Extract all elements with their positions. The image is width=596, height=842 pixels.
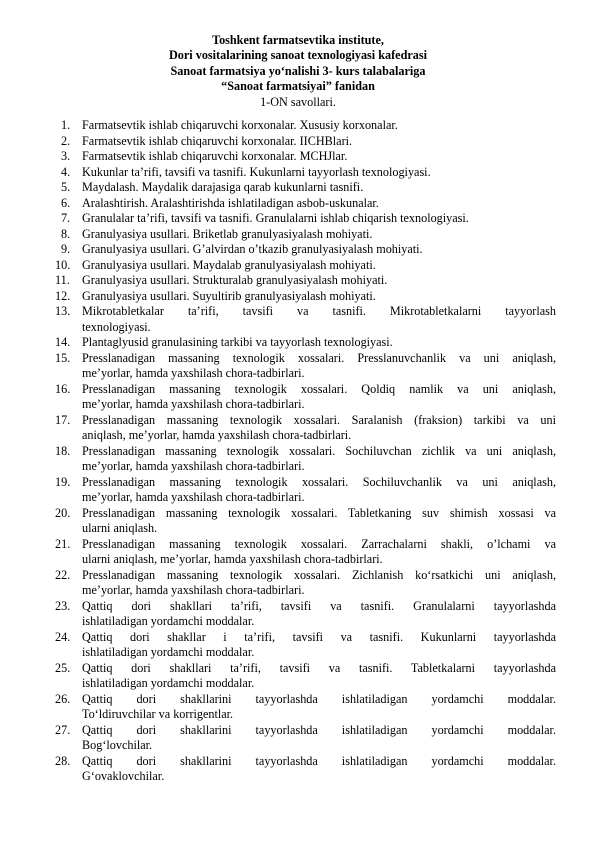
question-item [55, 753, 556, 785]
question-text: Farmatsevtik ishlab chiqaruvchi korxonalar. MCHJlar. [82, 149, 348, 163]
question-item [61, 118, 556, 134]
question-number: 26. [55, 691, 71, 706]
question-item [55, 335, 556, 351]
question-text-continued: texnologiyasi. [82, 319, 151, 334]
question-number: 14. [55, 335, 71, 349]
institute-name: Toshkent farmatsevtika institute, [212, 33, 384, 47]
question-item [61, 211, 556, 227]
question-item [55, 304, 556, 335]
question-item [55, 474, 556, 506]
department-name: Dori vositalarining sanoat texnologiyasi kafedrasi [169, 48, 427, 63]
question-text-continued: ishlatiladigan yordamchi moddalar. [82, 645, 255, 659]
question-item [55, 567, 556, 599]
question-number: 15. [55, 350, 71, 365]
question-text: Qattiq dori shakllari ta’rifi, tavsifi va tasnifi. Tabletkalarni tayyorlashda [82, 660, 556, 675]
question-item [55, 412, 556, 444]
question-item [55, 722, 556, 754]
question-item [55, 381, 556, 413]
question-text: Farmatsevtik ishlab chiqaruvchi korxonalar. Xususiy korxonalar. [82, 118, 398, 132]
question-text: Presslanadigan massaning texnologik xossalari. Tabletkaning suv shimish xossasi va [82, 505, 556, 520]
question-text: Presslanadigan massaning texnologik xossalari. Zarrachalarni shakli, o’lchami va [82, 536, 556, 551]
question-item [61, 164, 556, 181]
question-number: 11. [55, 273, 70, 287]
question-text: Maydalash. Maydalik darajasiga qarab kukunlarni tasnifi. [82, 180, 364, 194]
question-number: 2. [61, 133, 71, 148]
question-text: Presslanadigan massaning texnologik xossalari. Zichlanish ko‘rsatkichi uni aniqlash, [82, 567, 556, 582]
question-number: 12. [55, 288, 71, 303]
question-text: Presslanadigan massaning texnologik xossalari. Presslanuvchanlik va uni aniqlash, [82, 350, 556, 365]
question-text: Granulyasiya usullari. Suyultirib granulyasiyalash mohiyati. [82, 288, 376, 303]
question-item [61, 133, 556, 150]
question-number: 5. [61, 180, 71, 194]
question-text: Presslanadigan massaning texnologik xossalari. Sochiluvchan zichlik va uni aniqlash, [82, 443, 556, 458]
question-item [55, 443, 556, 475]
question-text-continued: me’yorlar, hamda yaxshilash chora-tadbirlari. [82, 583, 305, 597]
question-text: Granulyasiya usullari. G’alvirdan o’tkazib granulyasiyalash mohiyati. [82, 242, 423, 256]
question-number: 17. [55, 412, 71, 427]
question-text-continued: ularni aniqlash, me’yorlar, hamda yaxshilash chora-tadbirlari. [82, 552, 383, 566]
question-text: Kukunlar ta’rifi, tavsifi va tasnifi. Kukunlarni tayyorlash texnologiyasi. [82, 164, 431, 179]
question-text: Granulyasiya usullari. Briketlab granulyasiyalash mohiyati. [82, 226, 373, 241]
question-item [61, 149, 556, 165]
question-text: Qattiq dori shakllari ta’rifi, tavsifi va tasnifi. Granulalarni tayyorlashda [82, 598, 556, 613]
question-number: 24. [55, 629, 71, 644]
question-text-continued: me’yorlar, hamda yaxshilash chora-tadbirlari. [82, 397, 305, 411]
section-title: 1-ON savollari. [260, 94, 336, 109]
question-item [55, 629, 556, 661]
question-number: 8. [61, 226, 71, 241]
question-text: Granulalar ta’rifi, tavsifi va tasnifi. Granulalarni ishlab chiqarish texnologiyasi. [82, 211, 469, 225]
question-item [55, 288, 556, 305]
question-text-continued: aniqlash, me’yorlar, hamda yaxshilash chora-tadbirlari. [82, 428, 352, 442]
question-item [61, 180, 556, 196]
question-number: 20. [55, 505, 71, 520]
question-item [55, 536, 556, 568]
question-text: Qattiq dori shakllarini tayyorlashda ishlatiladigan yordamchi moddalar. [82, 753, 556, 768]
question-text: Granulyasiya usullari. Maydalab granulyasiyalash mohiyati. [82, 257, 376, 272]
audience-line: Sanoat farmatsiya yo‘nalishi 3- kurs talabalariga [170, 63, 426, 78]
question-number: 16. [55, 381, 71, 396]
question-text-continued: ishlatiladigan yordamchi moddalar. [82, 676, 255, 690]
question-item [55, 350, 556, 382]
question-number: 13. [55, 304, 71, 318]
question-number: 9. [61, 242, 71, 256]
question-text: Qattiq dori shakllarini tayyorlashda ishlatiladigan yordamchi moddalar. [82, 722, 556, 737]
question-number: 21. [55, 536, 71, 551]
question-text-continued: me’yorlar, hamda yaxshilash chora-tadbirlari. [82, 490, 305, 504]
question-item [55, 598, 556, 630]
question-text-continued: ishlatiladigan yordamchi moddalar. [82, 614, 255, 628]
question-item [61, 242, 556, 258]
question-text-continued: G‘ovaklovchilar. [82, 769, 165, 783]
question-text-continued: me’yorlar, hamda yaxshilash chora-tadbirlari. [82, 459, 305, 473]
question-text: Aralashtirish. Aralashtirishda ishlatiladigan asbob-uskunalar. [82, 195, 379, 210]
question-item [55, 505, 556, 537]
question-text: Presslanadigan massaning texnologik xossalari. Qoldiq namlik va uni aniqlash, [82, 381, 556, 396]
question-text: Granulyasiya usullari. Strukturalab granulyasiyalash mohiyati. [82, 273, 388, 287]
question-item [55, 660, 556, 692]
question-text: Presslanadigan massaning texnologik xossalari. Saralanish (fraksion) tarkibi va uni [82, 412, 556, 427]
question-item [55, 257, 556, 274]
question-text: Plantaglyusid granulasining tarkibi va tayyorlash texnologiyasi. [82, 335, 393, 349]
question-number: 1. [61, 118, 71, 132]
question-number: 18. [55, 443, 71, 458]
question-text: Qattiq dori shakllarini tayyorlashda ishlatiladigan yordamchi moddalar. [82, 691, 556, 706]
question-number: 19. [55, 474, 71, 489]
question-text: Farmatsevtik ishlab chiqaruvchi korxonalar. IICHBlari. [82, 133, 353, 148]
question-item [55, 691, 556, 723]
question-text: Qattiq dori shakllar i ta’rifi, tavsifi va tasnifi. Kukunlarni tayyorlashda [82, 629, 556, 644]
question-text-continued: me’yorlar, hamda yaxshilash chora-tadbirlari. [82, 366, 305, 380]
question-text-continued: To‘ldiruvchilar va korrigentlar. [82, 707, 234, 721]
question-number: 4. [61, 164, 71, 179]
question-number: 7. [61, 211, 71, 225]
question-item [61, 195, 556, 212]
question-text: Mikrotabletkalar ta’rifi, tavsifi va tasnifi. Mikrotabletkalarni tayyorlash [82, 304, 556, 318]
question-text-continued: ularni aniqlash. [82, 521, 158, 535]
question-number: 28. [55, 753, 71, 768]
question-text-continued: Bog‘lovchilar. [82, 738, 153, 752]
question-text: Presslanadigan massaning texnologik xossalari. Sochiluvchanlik va uni aniqlash, [82, 474, 556, 489]
question-item [61, 226, 556, 243]
subject-title: “Sanoat farmatsiyai” fanidan [221, 79, 375, 94]
question-number: 27. [55, 722, 71, 737]
question-number: 22. [55, 567, 71, 582]
question-number: 6. [61, 195, 71, 210]
question-number: 23. [55, 598, 71, 613]
question-number: 3. [61, 149, 71, 163]
question-item [55, 273, 556, 289]
question-number: 10. [55, 257, 71, 272]
question-list [55, 118, 556, 785]
question-number: 25. [55, 660, 71, 675]
